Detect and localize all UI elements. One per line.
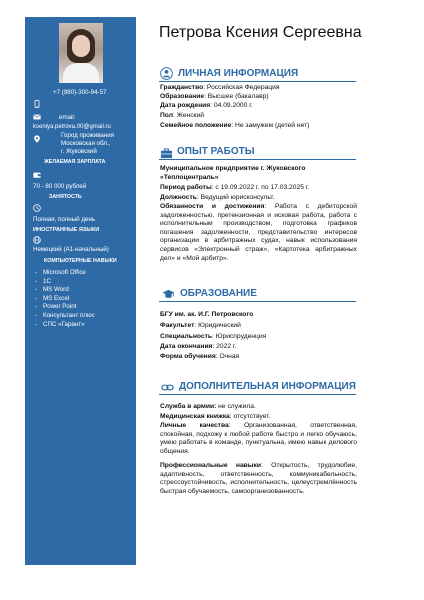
education-title: ОБРАЗОВАНИЕ [180, 288, 257, 299]
education-row: Дата окончания: 2022 г. [160, 343, 237, 350]
section-divider [159, 81, 356, 82]
skill-item: - MS Excel [33, 295, 95, 304]
full-name: Петрова Ксения Сергеевна [159, 24, 362, 41]
work-period: Период работы: с 19.09.2022 г. по 17.03.2025 г. [160, 184, 310, 191]
education-row: Специальность: Юриспруденция [160, 333, 267, 340]
section-divider [159, 159, 356, 160]
professional-skills: Профессиональные навыки: Открытость, трудолюбие, адаптивность, ответственность, коммуникабельность, стрессоустойчивость, исполнительность, целеустремлённость быстрая обучаемость, самоорганизованность. [160, 462, 357, 495]
clock-icon [33, 204, 41, 212]
job-position: Должность: Ведущий юрисконсульт. [160, 194, 275, 201]
skill-item: - СПС «Гарант» [33, 321, 95, 330]
employment-heading: ЗАНЯТОСТЬ [49, 194, 82, 200]
section-divider [159, 394, 356, 395]
education-row: Факультет: Юридический [160, 322, 241, 329]
graduation-cap-icon [162, 288, 175, 301]
personal-row: Образование: Высшее (бакалавр) [160, 93, 269, 100]
salary-heading: ЖЕЛАЕМАЯ ЗАРПЛАТА [44, 159, 106, 165]
email-address[interactable]: kseniya.petrova.00@gmail.ru [33, 124, 111, 130]
location-line-1: Город проживания [61, 132, 115, 139]
additional-info-title: ДОПОЛНИТЕЛЬНАЯ ИНФОРМАЦИЯ [179, 381, 356, 392]
email-label: email: [59, 114, 76, 121]
company-name-line-2: «Теплоцентраль» [160, 174, 219, 181]
skill-item: - Microsoft Office [33, 269, 95, 278]
phone-number[interactable]: +7 (980)-300-94-57 [53, 89, 107, 96]
skill-item: - Power Point [33, 303, 95, 312]
link-icon [161, 381, 174, 394]
company-name-line-1: Муниципальное предприятие г. Жуковского [160, 165, 306, 172]
location-line-3: г. Жуковский [61, 148, 97, 155]
phone-icon [33, 100, 41, 108]
languages-value: Немецкий (А1-начальный) [33, 246, 109, 253]
education-row: Форма обучения: Очная [160, 353, 240, 360]
location-line-2: Московская обл., [61, 140, 111, 147]
skill-item: - MS Word [33, 286, 95, 295]
job-duties: Обязанности и достижения: Работа с дебиторской задолженностью, претензионная и исковая работа, работа с исполнительным производством, подготовка графиков погашения задолженности, представительство интересов организации в арбитражных судах, навык использования сервисов «Электронный страж», «Картотека арбитражных дел» и «Мой арбитр». [160, 203, 357, 262]
personal-row: Дата рождения: 04.09.2000 г. [160, 102, 253, 109]
languages-heading: ИНОСТРАННЫЕ ЯЗЫКИ [33, 227, 100, 233]
personal-qualities: Личные качества: Организованная, ответственная, спокойная, подхожу к любой работе быстро и легко обучаюсь, умею работать в команде, пунктуальна, имею навык делового общения. [160, 422, 357, 455]
employment-value: Полная, полный день [33, 216, 96, 223]
location-icon [33, 135, 41, 143]
personal-info-title: ЛИЧНАЯ ИНФОРМАЦИЯ [178, 68, 299, 79]
wallet-icon [33, 171, 41, 179]
personal-row: Гражданство: Российская Федерация [160, 84, 280, 91]
personal-row: Пол: Женский [160, 112, 204, 119]
experience-title: ОПЫТ РАБОТЫ [177, 146, 255, 157]
section-divider [159, 301, 356, 302]
sidebar [25, 17, 136, 565]
person-icon [160, 67, 173, 80]
university-name: БГУ им. ак. И.Г. Петровского [160, 311, 254, 318]
medical-book: Медицинская книжка: отсутствует. [160, 413, 271, 420]
globe-icon [33, 236, 41, 244]
skill-item: - Консультант плюс [33, 312, 95, 321]
salary-value: 70 - 80 000 рублей [33, 183, 87, 190]
profile-photo [59, 23, 103, 83]
email-icon [33, 113, 41, 121]
skills-heading: КОМПЬЮТЕРНЫЕ НАВЫКИ [44, 258, 117, 264]
skills-list [33, 269, 95, 329]
army-service: Служба в армии: не служила. [160, 403, 256, 410]
personal-row: Семейное положение: Не замужем (детей нет) [160, 122, 310, 129]
skill-item: - 1С [33, 278, 95, 287]
